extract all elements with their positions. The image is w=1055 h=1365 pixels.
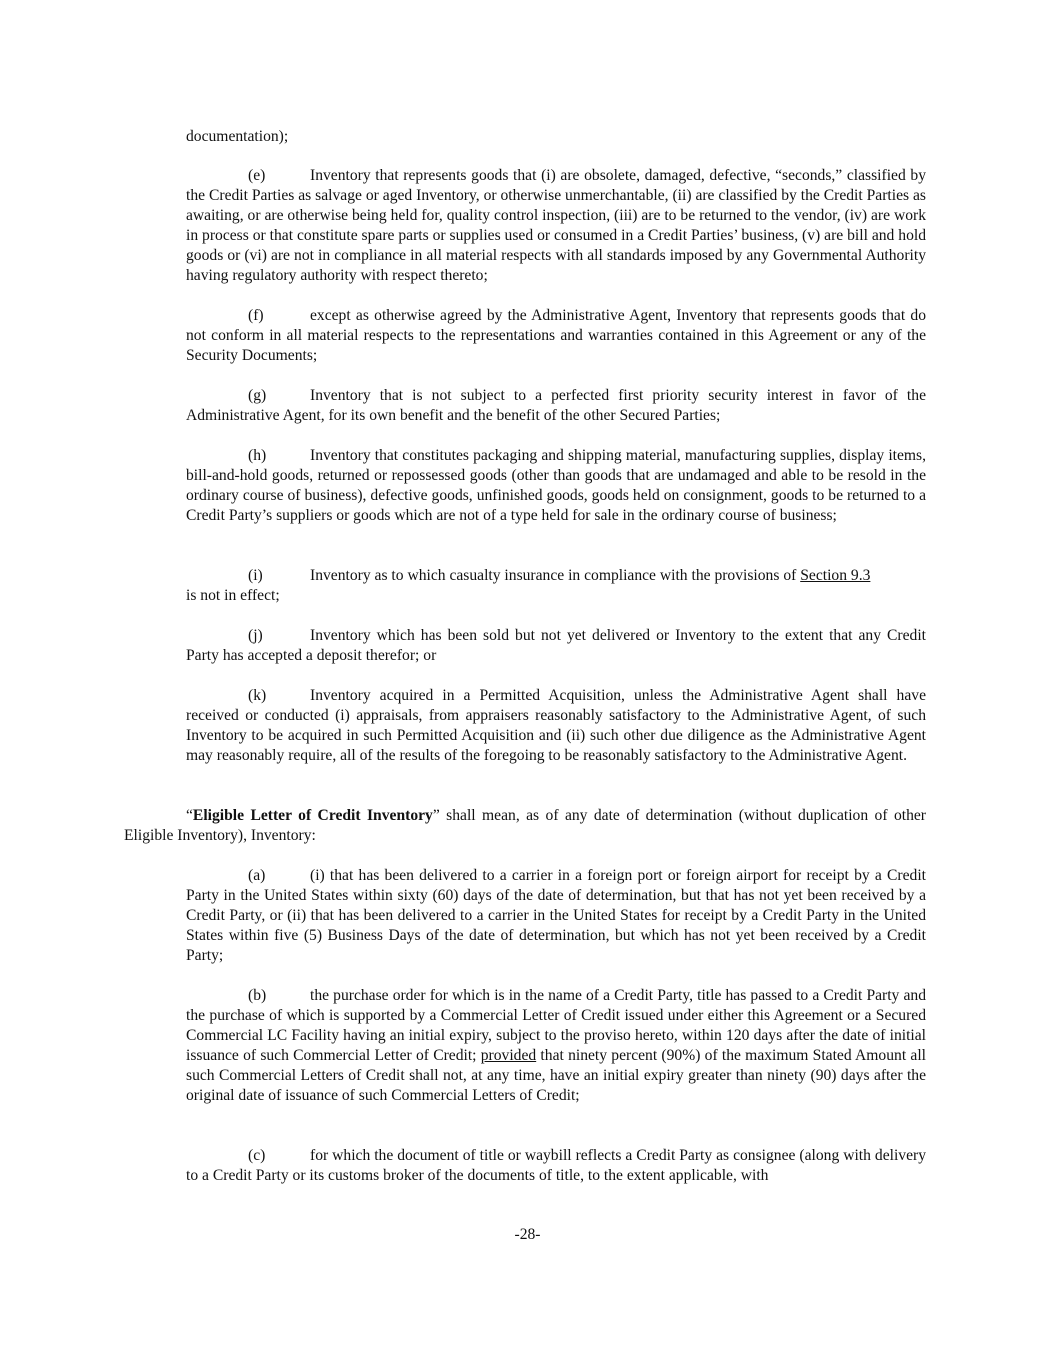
clause-label: (g) (248, 387, 267, 404)
clause-label: (i) (248, 567, 263, 584)
clause-label: (k) (248, 687, 267, 704)
clause-e (186, 166, 926, 286)
section-reference-link[interactable]: Section 9.3 (800, 567, 871, 584)
clause-text: Inventory acquired in a Permitted Acquisition, unless the Administrative Agent shall have received or conducted (i) appraisals, from appraisers reasonably satisfactory to the Administrative Agent, of such Inventory to be acquired in such Permitted Acquisition and (ii) such other due diligence as the Administrative Agent may reasonably require, all of the results of the foregoing to be reasonably satisfactory to the Administrative Agent. (186, 687, 926, 764)
clause-text: Inventory which has been sold but not yet delivered or Inventory to the extent that any Credit Party has accepted a deposit therefor; or (186, 627, 926, 664)
clause-text: except as otherwise agreed by the Administrative Agent, Inventory that represents goods that do not conform in all material respects to the representations and warranties contained in this Agreement or any of the Security Documents; (186, 307, 926, 364)
clause-text: Inventory that is not subject to a perfected first priority security interest in favor of the Administrative Agent, for its own benefit and the benefit of the other Secured Parties; (186, 387, 926, 424)
clause-text: for which the document of title or waybill reflects a Credit Party as consignee (along with delivery to a Credit Party or its customs broker of the documents of title, to the extent applicable, with (186, 1147, 926, 1184)
clause-label: (a) (248, 867, 266, 884)
clause-text: Inventory that constitutes packaging and shipping material, manufacturing supplies, display items, bill-and-hold goods, returned or repossessed goods (other than goods that are undamaged and able to be resold in the ordinary course of business), defective goods, unfinished goods, goods held on consignment, goods to be returned to a Credit Party’s suppliers or goods which are not of a type held for sale in the ordinary course of business; (186, 447, 926, 524)
clause-label: (h) (248, 447, 267, 464)
definition-text: ” shall mean, as of any date of determination (without duplication of other Eligible Inventory), Inventory: (124, 807, 926, 844)
clause-label: (j) (248, 627, 263, 644)
continuation-line: documentation); (186, 128, 289, 145)
clause-label: (c) (248, 1147, 266, 1164)
clause-text: Inventory that represents goods that (i) are obsolete, damaged, defective, “seconds,” classified by the Credit Parties as salvage or aged Inventory, or otherwise unmerchantable, (ii) are classified by the Credit Parties as awaiting, or are otherwise being held for, quality control inspection, (iii) are to be returned to the vendor, (iv) are work in process or that constitute spare parts or supplies used or consumed in a Credit Parties’ business, (v) are bill and hold goods or (vi) are not in compliance in all material respects with all standards imposed by any Governmental Authority having regulatory authority with respect thereto; (186, 167, 926, 284)
lc-clause-c (186, 1146, 926, 1186)
page-number: -28- (514, 1226, 541, 1243)
clause-h (186, 446, 926, 526)
clause-i (186, 566, 926, 586)
clause-g (186, 386, 926, 426)
clause-label: (f) (248, 307, 264, 324)
clause-j (186, 626, 926, 666)
clause-text: (i) that has been delivered to a carrier in a foreign port or foreign airport for receipt by a Credit Party in the United States within sixty (60) days of the date of determination, but that has not yet been received by a Credit Party, or (ii) that has been delivered to a carrier in the United States for receipt by a Credit Party in the United States within five (5) Business Days of the date of determination, but which has not yet been received by a Credit Party; (186, 867, 926, 964)
defined-term: Eligible Letter of Credit Inventory (192, 807, 433, 824)
proviso-emphasis: provided (480, 1047, 537, 1064)
clause-text: Inventory as to which casualty insurance in compliance with the provisions of (310, 567, 801, 584)
lc-clause-b (186, 986, 926, 1106)
clause-label: (b) (248, 987, 267, 1004)
clause-k (186, 686, 926, 766)
clause-i-continued: is not in effect; (186, 587, 280, 604)
clause-text: the purchase order for which is in the name of a Credit Party, title has passed to a Credit Party and the purchase of which is supported by a Commercial Letter of Credit issued under either this Agreement or a Secured Commercial LC Facility having an initial expiry, subject to the proviso hereto, within 120 days after the date of initial issuance of such Commercial Letter of Credit; (186, 987, 926, 1064)
definition-eligible-lc-inventory: “Eligible Letter of Credit Inventory” shall mean, as of any date of determination (without duplication of other Eligible Inventory), Inventory: (124, 807, 926, 844)
clause-f (186, 306, 926, 366)
clause-text-continued: that ninety percent (90%) of the maximum Stated Amount all such Commercial Letters of Credit shall not, at any time, have an initial expiry greater than ninety (90) days after the original date of issuance of such Commercial Letters of Credit; (186, 1047, 926, 1104)
lc-clause-a (186, 866, 926, 966)
clause-label: (e) (248, 167, 266, 184)
